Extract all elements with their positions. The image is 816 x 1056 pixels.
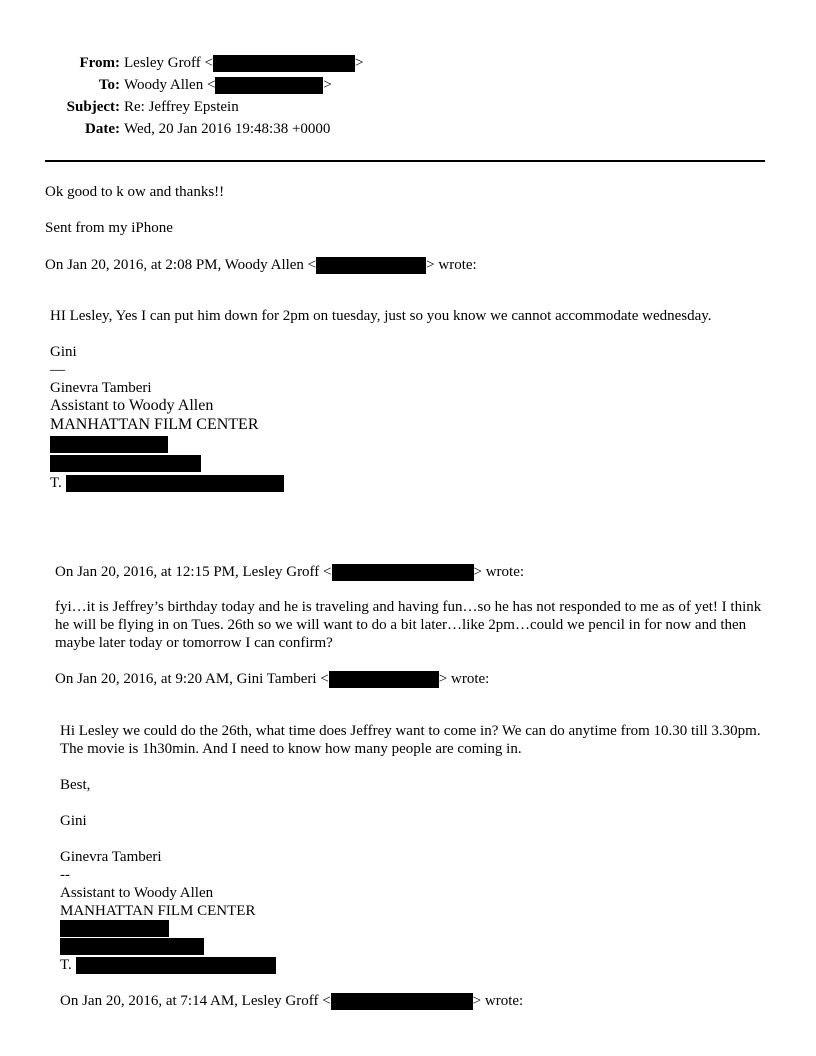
quote-header-3-prefix: On Jan 20, 2016, at 9:20 AM, Gini Tamberi < <box>55 671 329 687</box>
from-label: From: <box>79 55 120 71</box>
redaction-bar <box>50 436 168 453</box>
sent-from: Sent from my iPhone <box>45 220 173 236</box>
quote-header-2 <box>55 563 524 581</box>
message-1-sig-name: Ginevra Tamberi <box>50 380 152 396</box>
quote-header-1-prefix: On Jan 20, 2016, at 2:08 PM, Woody Allen < <box>45 257 317 273</box>
quote-header-1 <box>45 256 477 274</box>
message-3-sig-company: MANHATTAN FILM CENTER <box>60 903 256 919</box>
from-close: > <box>355 55 364 71</box>
message-3-best: Best, <box>60 777 91 793</box>
redaction-bar <box>329 671 439 688</box>
message-2-text: fyi…it is Jeffrey’s birthday today and he is traveling and having fun…so he has not responded to me as of yet! I think he will be flying in on Tues. 26th so we will want to do a bit later…like 2pm…could we pencil in for now and then maybe later today or tomorrow I can confirm? <box>55 599 762 651</box>
redaction-bar <box>331 993 473 1010</box>
message-1-dash: — <box>50 362 65 378</box>
quote-header-2-prefix: On Jan 20, 2016, at 12:15 PM, Lesley Groff < <box>55 564 332 580</box>
to-close: > <box>323 77 332 93</box>
subject-label: Subject: <box>66 99 120 115</box>
redaction-bar <box>60 938 204 955</box>
message-1-sig-company: MANHATTAN FILM CENTER <box>50 416 259 433</box>
to-label: To: <box>98 77 120 93</box>
redaction-bar <box>50 455 201 472</box>
message-3-sig-title: Assistant to Woody Allen <box>60 885 214 901</box>
redaction-bar <box>66 475 284 492</box>
message-1-sig-title: Assistant to Woody Allen <box>50 397 214 414</box>
to-name: Woody Allen < <box>124 77 216 93</box>
date-label: Date: <box>85 121 120 137</box>
message-1-sig-phone <box>50 474 284 492</box>
quote-header-3 <box>55 670 489 688</box>
subject-value: Re: Jeffrey Epstein <box>124 99 239 115</box>
phone-prefix: T. <box>50 475 62 491</box>
redaction-bar <box>332 564 474 581</box>
quote-header-4-prefix: On Jan 20, 2016, at 7:14 AM, Lesley Groff < <box>60 993 331 1009</box>
from-value <box>124 54 363 72</box>
quote-header-4 <box>60 992 523 1010</box>
quote-header-4-suffix: > wrote: <box>472 993 524 1009</box>
quote-header-1-suffix: > wrote: <box>426 257 477 273</box>
message-3-signoff: Gini <box>60 813 87 829</box>
message-3-text: Hi Lesley we could do the 26th, what time does Jeffrey want to come in? We can do anytime from 10.30 till 3.30pm. The movie is 1h30min. And I need to know how many people are coming in. <box>60 723 761 757</box>
reply-text: Ok good to k ow and thanks!! <box>45 184 225 200</box>
phone-prefix: T. <box>60 957 72 973</box>
header-divider <box>45 160 765 162</box>
quote-header-2-suffix: > wrote: <box>473 564 525 580</box>
message-1-text: HI Lesley, Yes I can put him down for 2pm on tuesday, just so you know we cannot accommodate wednesday. <box>50 308 712 324</box>
message-3-sig-name: Ginevra Tamberi <box>60 849 162 865</box>
from-name: Lesley Groff < <box>124 55 213 71</box>
redaction-bar <box>60 920 169 937</box>
quote-header-3-suffix: > wrote: <box>438 671 490 687</box>
redaction-bar <box>316 257 426 274</box>
message-3-sig-phone <box>60 956 276 974</box>
message-3-dash: -- <box>60 867 70 883</box>
redaction-bar <box>215 77 323 94</box>
message-1-signoff: Gini <box>50 344 77 360</box>
date-value: Wed, 20 Jan 2016 19:48:38 +0000 <box>124 121 331 137</box>
redaction-bar <box>76 957 276 974</box>
to-value <box>124 76 332 94</box>
redaction-bar <box>213 55 355 72</box>
